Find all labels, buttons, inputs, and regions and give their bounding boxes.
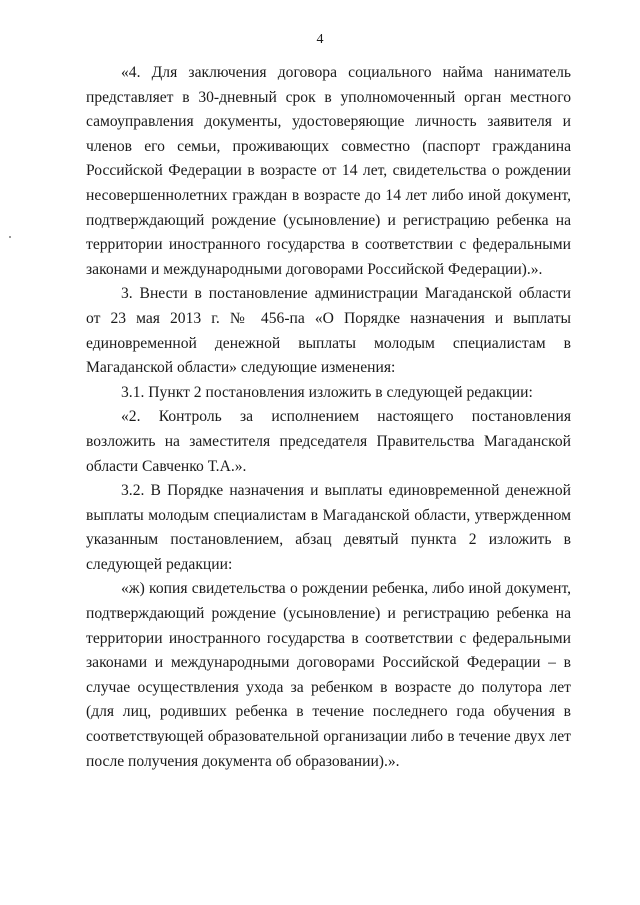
paragraph-3-2: 3.2. В Порядке назначения и выплаты единовременной денежной выплаты молодым специалистам в Магаданской области, утвержденном указанным постановлением, абзац девятый пункта 2 изложить в следующей редакции: <box>86 482 571 573</box>
paragraph-item-2-control: «2. Контроль за исполнением настоящего постановления возложить на заместителя председателя Правительства Магаданской области Савченко Т.А.». <box>86 408 571 475</box>
scan-edge-mark <box>9 236 11 238</box>
paragraph-3-1: 3.1. Пункт 2 постановления изложить в следующей редакции: <box>121 383 533 401</box>
document-body <box>86 61 571 774</box>
page-number: 4 <box>316 32 324 47</box>
paragraph-item-4-contract-documents: «4. Для заключения договора социального найма наниматель представляет в 30-дневный срок в уполномоченный орган местного самоуправления документы, удостоверяющие личность заявителя и членов его семьи, проживающих совместно (паспорт гражданина Российской Федерации в возрасте от 14 лет, свидетельства о рождении несовершеннолетних граждан в возрасте до 14 лет либо иной документ, подтверждающий рождение (усыновление) и регистрацию ребенка на территории иностранного государства в соответствии с федеральными законами и международными договорами Российской Федерации).». <box>86 64 571 278</box>
paragraph-item-zh-birth-certificate: «ж) копия свидетельства о рождении ребенка, либо иной документ, подтверждающий рождение (усыновление) и регистрацию ребенка на территории иностранного государства в соответствии с федеральными законами и международными договорами Российской Федерации – в случае осуществления ухода за ребенком в возрасте до полутора лет (для лиц, родивших ребенка в течение последнего года обучения в соответствующей образовательной организации либо в течение двух лет после получения документа об образовании).». <box>86 580 571 770</box>
paragraph-amend-resolution-456: 3. Внести в постановление администрации Магаданской области от 23 мая 2013 г. № 456-па «О Порядке назначения и выплаты единовременной денежной выплаты молодым специалистам в Магаданской области» следующие изменения: <box>86 285 571 377</box>
